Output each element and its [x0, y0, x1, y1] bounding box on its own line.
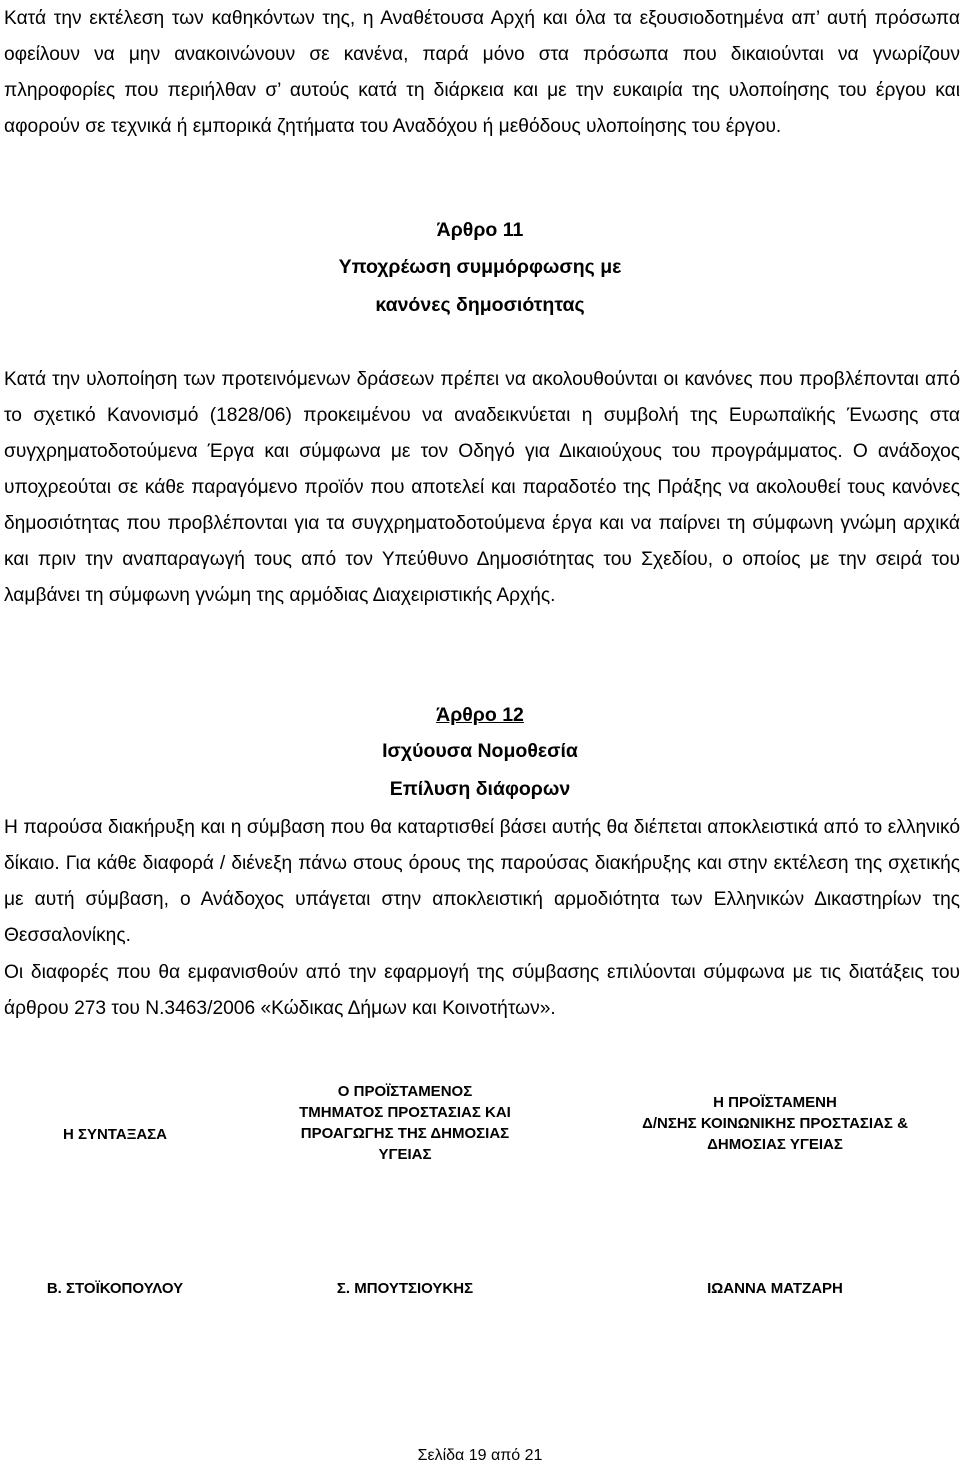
article-12-number: Άρθρο 12	[436, 704, 524, 726]
article-11-number: Άρθρο 11	[436, 219, 524, 241]
article-12-title-line2: Επίλυση διάφορων	[389, 778, 571, 800]
page-number-footer: Σελίδα 19 από 21	[417, 1447, 543, 1464]
article-12-body-paragraph-2: Οι διαφορές που θα εμφανισθούν από την εφαρμογή της σύμβασης επιλύονται σύμφωνα με τις διατάξεις του άρθρου 273 του Ν.3463/2006 «Κώδικας Δήμων και Κοινοτήτων».	[4, 962, 960, 1019]
signature-author-title-line: Η ΣΥΝΤΑΞΑΣΑ	[62, 1126, 168, 1143]
signature-name-director: ΙΩΑΝΝΑ ΜΑΤΖΑΡΗ	[707, 1280, 843, 1297]
article-11-title-line1: Υποχρέωση συμμόρφωσης με	[338, 256, 622, 278]
signature-director-title-line1: Η ΠΡΟΪΣΤΑΜΕΝΗ	[713, 1094, 837, 1111]
signature-department-title-line4: ΥΓΕΙΑΣ	[378, 1146, 432, 1163]
article-12-body-paragraph-1: Η παρούσα διακήρυξη και η σύμβαση που θα καταρτισθεί βάσει αυτής θα διέπεται αποκλειστικά από το ελληνικό δίκαιο. Για κάθε διαφορά / διένεξη πάνω στους όρους της παρούσας διακήρυξης και στην εκτέλεση της σχετικής με αυτή σύμβαση, ο Ανάδοχος υπάγεται στην αποκλειστική αρμοδιότητα των Ελληνικών Δικαστηρίων της Θεσσαλονίκης.	[4, 817, 960, 946]
signature-director-title-line2: Δ/ΝΣΗΣ ΚΟΙΝΩΝΙΚΗΣ ΠΡΟΣΤΑΣΙΑΣ &	[642, 1115, 908, 1132]
article-11-body: Κατά την υλοποίηση των προτεινόμενων δράσεων πρέπει να ακολουθούνται οι κανόνες που προβλέπονται από το σχετικό Κανονισμό (1828/06) προκειμένου να αναδεικνύεται η συμβολή της Ευρωπαϊκής Ένωσης στα συγχρηματοδοτούμενα Έργα και σύμφωνα με τον Οδηγό για Δικαιούχους του προγράμματος. Ο ανάδοχος υποχρεούται σε κάθε παραγόμενο προϊόν που αποτελεί και παραδοτέο της Πράξης να ακολουθεί τους κανόνες δημοσιότητας που προβλέπονται για τα συγχρηματοδοτούμενα έργα και να παίρνει τη σύμφωνη γνώμη αρχικά και πριν την αναπαραγωγή τους από τον Υπεύθυνο Δημοσιότητας του Σχεδίου, ο οποίος με την σειρά του λαμβάνει τη σύμφωνη γνώμη της αρμόδιας Διαχειριστικής Αρχής.	[4, 369, 960, 606]
signature-director-title-line3: ΔΗΜΟΣΙΑΣ ΥΓΕΙΑΣ	[707, 1136, 843, 1153]
intro-paragraph: Κατά την εκτέλεση των καθηκόντων της, η Αναθέτουσα Αρχή και όλα τα εξουσιοδοτημένα απ’ αυτή πρόσωπα οφείλουν να μην ανακοινώνουν σε κανένα, παρά μόνο στα πρόσωπα που δικαιούνται να γνωρίζουν πληροφορίες που περιήλθαν σ’ αυτούς κατά τη διάρκεια και με την ευκαιρία της υλοποίησης του έργου και αφορούν σε τεχνικά ή εμπορικά ζητήματα του Αναδόχου ή μεθόδους υλοποίησης του έργου.	[4, 8, 960, 137]
signature-department-title-line3: ΠΡΟΑΓΩΓΗΣ ΤΗΣ ΔΗΜΟΣΙΑΣ	[300, 1125, 510, 1142]
signature-name-department-head: Σ. ΜΠΟΥΤΣΙΟΥΚΗΣ	[336, 1280, 474, 1297]
signature-block-author-title	[10, 1124, 220, 1145]
signature-department-title-line2: ΤΜΗΜΑΤΟΣ ΠΡΟΣΤΑΣΙΑΣ ΚΑΙ	[299, 1104, 511, 1121]
signature-block-director-title	[590, 1092, 960, 1155]
signature-block-department-head-title	[255, 1081, 555, 1165]
article-12-title-line1: Ισχύουσα Νομοθεσία	[382, 740, 578, 762]
signature-name-author: Β. ΣΤΟΪΚΟΠΟΥΛΟΥ	[46, 1280, 184, 1297]
article-11-title-line2: κανόνες δημοσιότητας	[375, 294, 585, 316]
signature-department-title-line1: Ο ΠΡΟΪΣΤΑΜΕΝΟΣ	[337, 1083, 473, 1100]
